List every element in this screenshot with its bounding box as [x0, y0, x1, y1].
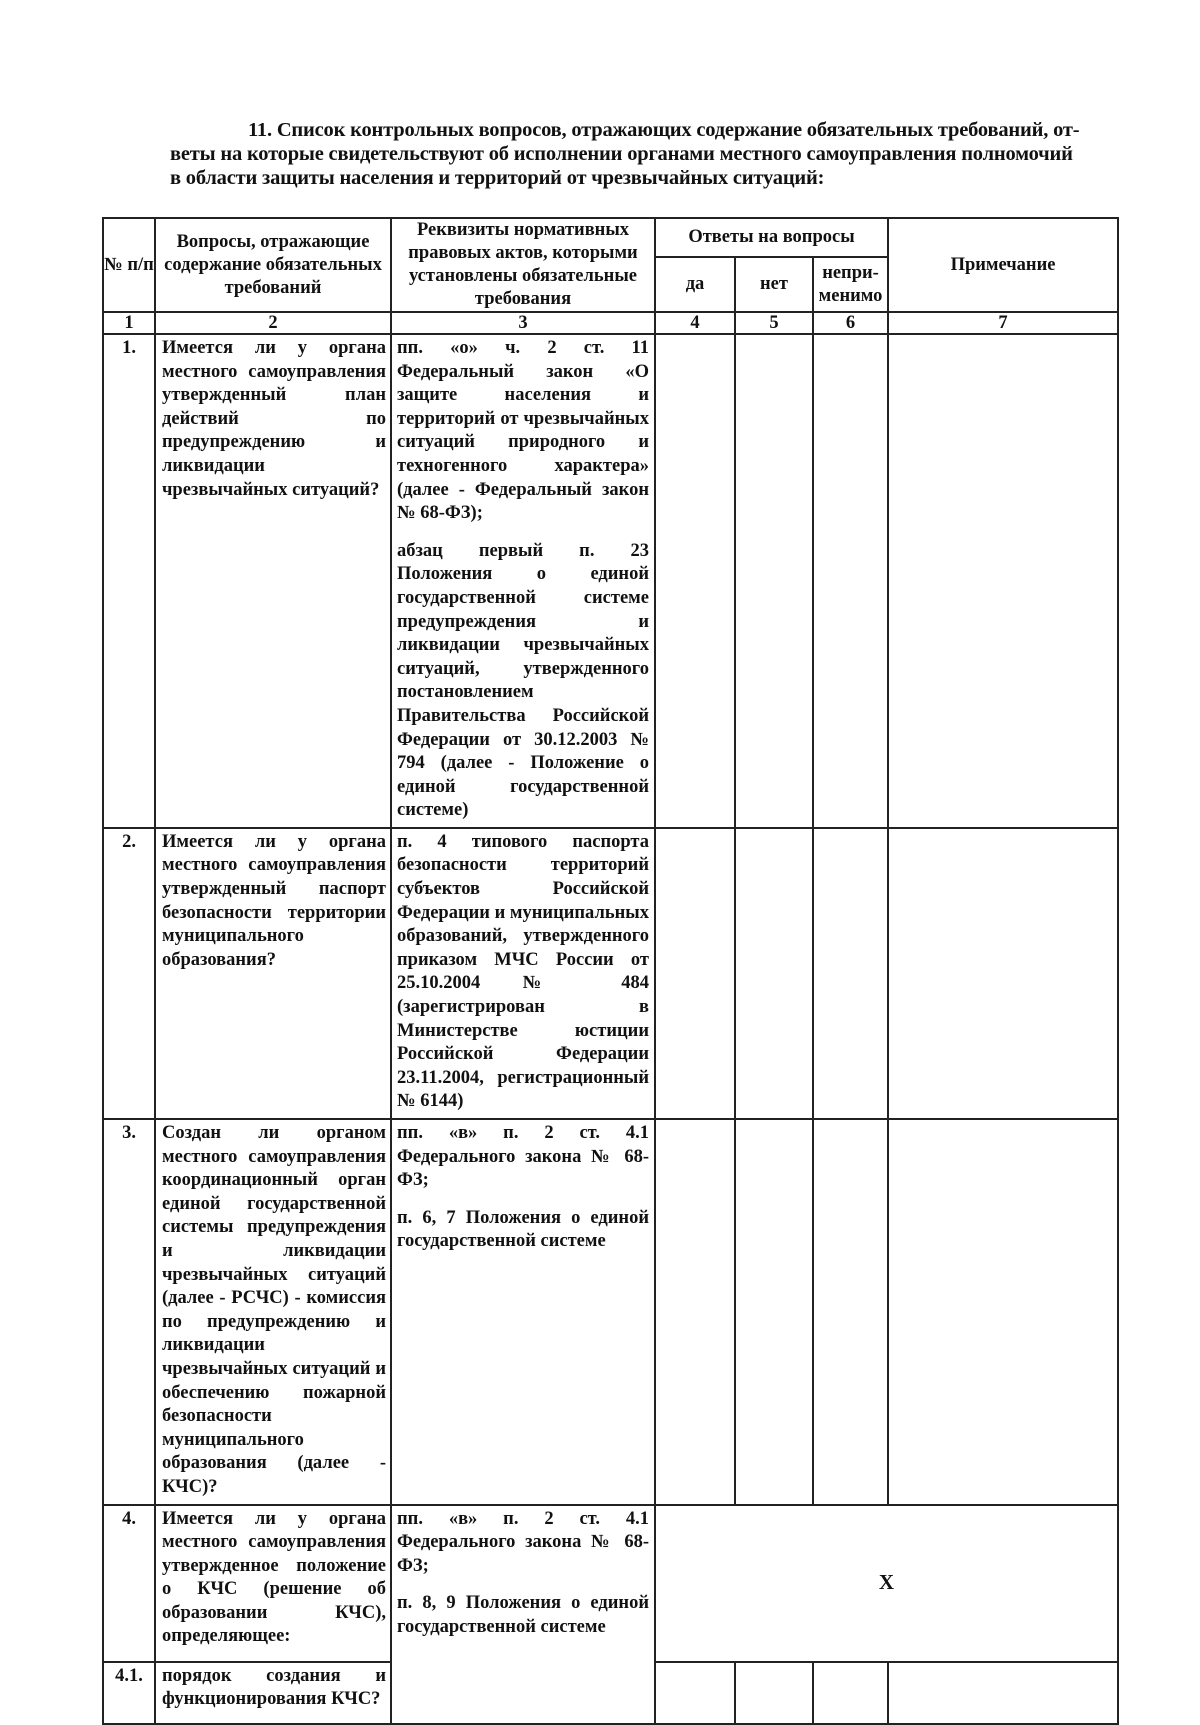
row-number: 4.1. [103, 1662, 155, 1724]
question-text: Создан ли органом местного самоуправления координационный орган единой государственной системы предупреждения и ликвидации чрезвычайных ситуаций (далее - РСЧС) - комиссия по предупреждению и ликвидации чрезвычайных ситуаций и обеспечению пожарной безопасности муниципального образования (далее - КЧС)? [155, 1119, 391, 1505]
column-number: 2 [155, 312, 391, 334]
requisite-text: п. 8, 9 Положения о единой государственной системе [397, 1593, 649, 1637]
row-number: 4. [103, 1505, 155, 1662]
requisite-text: пп. «в» п. 2 ст. 4.1 Федерального закона № 68-ФЗ; [397, 1508, 649, 1576]
answer-no-cell[interactable] [735, 1662, 813, 1724]
answer-not-applicable-cell[interactable] [813, 828, 888, 1119]
intro-line-3: в области защиты населения и территорий от чрезвычайных ситуаций: [170, 167, 825, 189]
row-number: 2. [103, 828, 155, 1119]
note-cell[interactable] [888, 334, 1118, 828]
requisites-cell [391, 1119, 655, 1505]
column-number: 4 [655, 312, 735, 334]
question-text: Имеется ли у органа местного самоуправления утвержденный план действий по предупреждению и ликвидации чрезвычайных ситуаций? [155, 334, 391, 828]
answers-not-required-mark: Х [655, 1505, 1118, 1662]
column-number: 7 [888, 312, 1118, 334]
question-text: Имеется ли у органа местного самоуправления утвержденное положение о КЧС (решение об образовании КЧС), определяющее: [155, 1505, 391, 1662]
requisites-cell [391, 334, 655, 828]
answer-not-applicable-cell[interactable] [813, 1662, 888, 1724]
answer-yes-cell[interactable] [655, 334, 735, 828]
answer-yes-cell[interactable] [655, 1662, 735, 1724]
table-row [103, 1119, 1118, 1505]
table-row [103, 334, 1118, 828]
header-answers: Ответы на вопросы [655, 218, 888, 257]
question-text: Имеется ли у органа местного самоуправления утвержденный паспорт безопасности территории муниципального образования? [155, 828, 391, 1119]
answer-not-applicable-cell[interactable] [813, 334, 888, 828]
requisite-text: абзац первый п. 23 Положения о единой государственной системе предупреждения и ликвидации чрезвычайных ситуаций, утвержденного постановлением Правительства Российской Федерации от 30.12.2003 № 794 (далее - Положение о единой государственной системе) [397, 540, 649, 821]
header-yes: да [655, 257, 735, 312]
intro-paragraph [170, 118, 1130, 190]
answer-yes-cell[interactable] [655, 828, 735, 1119]
requisite-text: п. 4 типового паспорта безопасности территорий субъектов Российской Федерации и муниципальных образований, утвержденного приказом МЧС России от 25.10.2004 № 484 (зарегистрирован в Министерстве юстиции Российской Федерации 23.11.2004, регистрационный № 6144) [397, 831, 649, 1112]
header-num: № п/п [103, 218, 155, 312]
note-cell[interactable] [888, 828, 1118, 1119]
note-cell[interactable] [888, 1119, 1118, 1505]
table-row [103, 1505, 1118, 1662]
row-number: 3. [103, 1119, 155, 1505]
answer-yes-cell[interactable] [655, 1119, 735, 1505]
header-note: Примечание [888, 218, 1118, 312]
header-requisites: Реквизиты нормативных правовых актов, которыми установлены обязательные требования [391, 218, 655, 312]
answer-no-cell[interactable] [735, 334, 813, 828]
requisite-text: пп. «о» ч. 2 ст. 11 Федеральный закон «О защите населения и территорий от чрезвычайных ситуаций природного и техногенного характера» (далее - Федеральный закон № 68-ФЗ); [397, 338, 649, 524]
header-question: Вопросы, отражающие содержание обязательных требований [155, 218, 391, 312]
column-number: 6 [813, 312, 888, 334]
requisite-text: пп. «в» п. 2 ст. 4.1 Федерального закона № 68-ФЗ; [397, 1123, 649, 1191]
column-number: 5 [735, 312, 813, 334]
requisite-text: п. 6, 7 Положения о единой государственной системе [397, 1207, 649, 1252]
answer-no-cell[interactable] [735, 1119, 813, 1505]
table-row [103, 828, 1118, 1119]
answer-not-applicable-cell[interactable] [813, 1119, 888, 1505]
answer-no-cell[interactable] [735, 828, 813, 1119]
requisites-cell [391, 1505, 655, 1724]
question-text: порядок создания и функционирования КЧС? [155, 1662, 391, 1724]
control-questions-table [102, 217, 1119, 1725]
intro-line-1: 11. Список контрольных вопросов, отражающих содержание обязательных требований, от- [248, 119, 1080, 141]
intro-line-2: веты на которые свидетельствуют об исполнении органами местного самоуправления полномочий [170, 143, 1073, 165]
header-not-applicable: непри-менимо [813, 257, 888, 312]
requisites-cell [391, 828, 655, 1119]
column-number: 3 [391, 312, 655, 334]
column-number: 1 [103, 312, 155, 334]
row-number: 1. [103, 334, 155, 828]
note-cell[interactable] [888, 1662, 1118, 1724]
header-no: нет [735, 257, 813, 312]
